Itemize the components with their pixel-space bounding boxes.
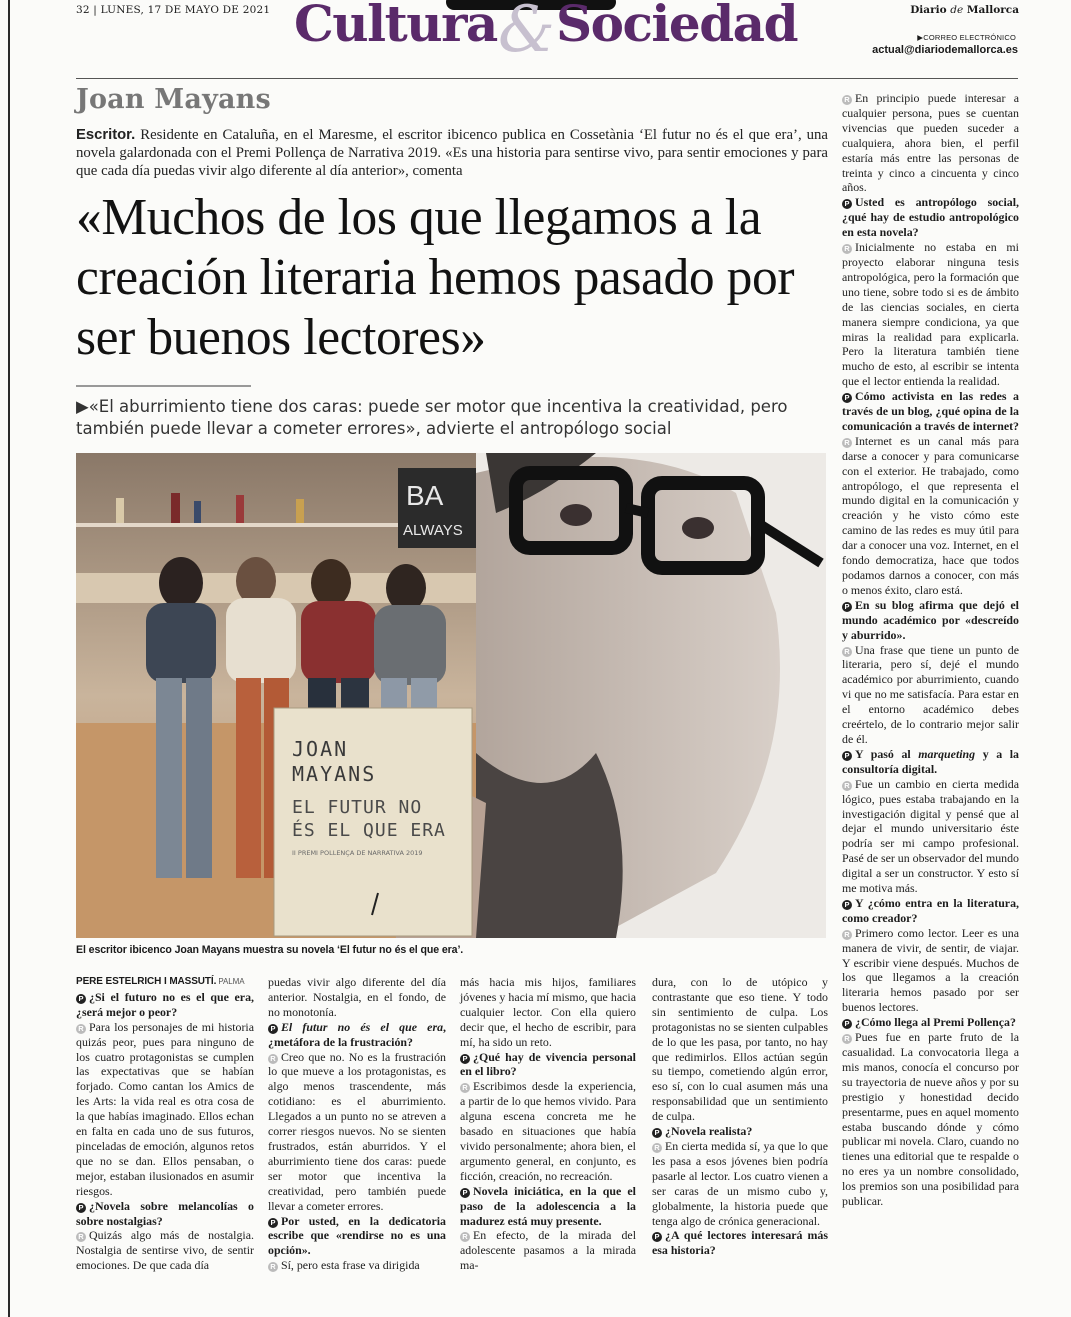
answer: R Para los personajes de mi historia quizás peor, pues para ninguno de los cuatro protagonistas se cumplen las expectativas que se habían forjado. Como cantan los Amics de les Arts: la vida real es otra cosa de la que habías imaginado. Ellos echan en falta en cada uno de sus futuros, pinceladas de emoción, algunos retos que no se dan. Ellos pensaban, o mejor, estaban ilusionados en asumir riesgos. [76,1019,254,1198]
question: P ¿Si el futuro no es el que era, ¿será mejor o peor? [76,989,254,1019]
answer: más hacia mis hijos, familiares jóvenes y hacia mí mismo, que hacia cualquier lector. Con ella quiero decir que, el hecho de escribir, para mí, ha sido un reto. [460,975,636,1049]
answer: R En principio puede interesar a cualquier persona, pues se cuentan vivencias que pueden suceder a cualquiera, ahora bien, el perfil estaría más entre las personas de treinta y cinco a cincuenta y cinco años. [842,91,1019,195]
photo-caption: El escritor ibicenco Joan Mayans muestra su novela ‘El futur no és el que era’. [76,944,464,956]
answer-marker-icon: R [842,95,852,105]
question-marker-icon: P [268,1218,278,1228]
answer: R Sí, pero esta frase va dirigida [268,1258,446,1273]
question-marker-icon: P [842,602,852,612]
book-title-line1: JOAN [292,737,349,761]
answer: R Fue un cambio en cierta medida lógico, pues estaba trabajando en la investigación digital y pensé que al dejar el mundo universitario éste podría ser mi campo profesional. Pasé de ser un observador del mundo digital a ser un constructor. Y esto sí me motiva más. [842,776,1019,896]
interviewee-name: Joan Mayans [76,84,271,115]
email-label: ▶CORREO ELECTRÓNICO [917,33,1016,42]
question-marker-icon: P [842,393,852,403]
answer-marker-icon: R [842,438,852,448]
answer-marker-icon: R [460,1232,470,1242]
text-column-2 [268,975,446,1273]
byline: PERE ESTELRICH I MASSUTÍ. PALMA [76,976,245,987]
answer: R Una frase que tiene un punto de literaria, pero sí, dejé el mundo académico por aburrimiento, cuando vi que no me satisfacía. Para estar en el entorno académico debes creértelo, de lo contrario mejor salir de él. [842,642,1019,746]
question-marker-icon: P [842,199,852,209]
question: P Por usted, en la dedicatoria escribe que «rendirse no es una opción». [268,1213,446,1258]
answer-marker-icon: R [76,1024,86,1034]
book-title-line4: ÉS EL QUE ERA [292,820,446,841]
chalkboard-subtext: ALWAYS [403,522,463,539]
answer-marker-icon: R [652,1143,662,1153]
question: P El futur no és el que era, ¿metáfora de la frustración? [268,1019,446,1049]
article-photo [76,453,826,938]
headline: «Muchos de los que llegamos a la creación literaria hemos pasado por ser buenos lectores» [76,189,795,366]
question: P Y pasó al marqueting y a la consultoría digital. [842,746,1019,776]
intro-lead: Escritor. [76,127,136,143]
question: P En su blog afirma que dejó el mundo académico por «descreído y aburrido». [842,597,1019,642]
newspaper-name: Diario de Mallorca [910,4,1019,16]
answer-marker-icon: R [842,930,852,940]
answer-marker-icon: R [842,244,852,254]
question-marker-icon: P [842,751,852,761]
answer-marker-icon: R [460,1083,470,1093]
answer: R Quizás algo más de nostalgia. Nostalgia de sentirse vivo, de sentir emociones. De que cada día [76,1228,254,1273]
question-marker-icon: P [652,1128,662,1138]
section-title [294,0,814,66]
question: P ¿Qué hay de vivencia personal en el libro? [460,1049,636,1079]
question: P ¿Novela sobre melancolías o sobre nostalgias? [76,1198,254,1228]
subhead-rule [76,385,251,387]
section-ampersand: & [498,0,555,67]
email-link[interactable]: actual@diariodemallorca.es [872,44,1018,56]
question: P Novela iniciática, en la que el paso de la adolescencia a la madurez está muy presente. [460,1183,636,1228]
answer: dura, con lo de utópico y contrastante que eso tiene. Y todo sin sentimiento de culpa. Los protagonistas no se sienten culpables de lo que les pasa, por tanto, no hay que redimirlos. Ellos actúan según su tiempo, cometiendo algún error, eso sí, con lo cual asumen más una responsabilidad que un sentimiento de culpa. [652,975,828,1124]
subheadline: ▶«El aburrimiento tiene dos caras: puede ser motor que incentiva la creatividad, pero también puede llevar a cometer errores», advierte el antropólogo social [76,397,788,438]
question-marker-icon: P [268,1024,278,1034]
answer: R En cierta medida sí, ya que lo que les pasa a esos jóvenes bien podría pasarle al lector. Los cuatro vienen a ser caras de un mismo cubo y, globalmente, la historia puede que tenga algo de crónica generacional. [652,1138,828,1228]
answer: R Inicialmente no estaba en mi proyecto elaborar ninguna tesis antropológica, pero la formación que uno tiene, sobre todo si es de ámbito de las ciencias sociales, en cierta manera siempre condiciona, ya que miras la realidad para explicarla. Pero la literatura también tiene mucho de esto, al escribir se intenta que el lector entienda la realidad. [842,240,1019,389]
answer: R En efecto, de la mirada del adolescente pasamos a la mirada ma- [460,1228,636,1273]
answer-marker-icon: R [268,1054,278,1064]
question: P ¿Novela realista? [652,1124,828,1139]
answer-marker-icon: R [268,1262,278,1272]
question: P ¿Cómo llega al Premi Pollença? [842,1015,1019,1030]
answer-marker-icon: R [842,1034,852,1044]
question-marker-icon: P [460,1054,470,1064]
question: P Usted es antropólogo social, ¿qué hay de estudio antropológico en esta novela? [842,195,1019,240]
answer: R Pues fue en parte fruto de la casualidad. La convocatoria llega a mis manos, conocía el concurso por su trayectoria de nueve años y por su prestigio y honestidad decido presentarme, pues en aquel momento estaba buscando dónde y cómo publicar mi novela. Claro, cuando no tienes una editorial que te respalde o no eres ya un nombre consolidado, los premios son una posibilidad para publicar. [842,1030,1019,1209]
text-column-1 [76,975,254,1273]
page-edge-rule [8,0,10,1317]
section-title-left: Cultura [294,0,497,53]
text-column-4 [652,975,828,1258]
question-marker-icon: P [460,1188,470,1198]
question: P Y ¿cómo entra en la literatura, como creador? [842,895,1019,925]
question-marker-icon: P [76,1203,86,1213]
answer: R Internet es un canal más para darse a conocer y para comunicarse con el exterior. He trabajado, como antropólogo, el que representa el mundo digital en la comunicación y creación y he visto cómo este camino de las redes es muy útil para dar a conocer una voz. Internet, en el fondo democratiza, hace que todos podamos darnos a conocer, con más o menos éxito, claro está. [842,433,1019,597]
text-column-3 [460,975,636,1273]
page-date: 32 | LUNES, 17 DE MAYO DE 2021 [76,4,271,16]
book-title-line3: EL FUTUR NO [292,797,423,818]
question: P ¿A qué lectores interesará más esa historia? [652,1228,828,1258]
book-award: II PREMI POLLENÇA DE NARRATIVA 2019 [292,849,423,857]
answer: R Primero como lector. Leer es una manera de vivir, de sentir, de viajar. Y escribir viene después. Muchos de los que llegamos a la creación literaria hemos pasado por ser buenos lectores. [842,925,1019,1015]
section-title-right: Sociedad [556,0,798,53]
answer-marker-icon: R [76,1232,86,1242]
answer: R Creo que no. No es la frustración lo que mueve a los protagonistas, es algo menos trascendente, más cotidiano: es el aburrimiento. Llegados a un punto no se atreven a correr riesgos nuevos. No se sienten frustrados, están aburridos. Y el aburrimiento tiene dos caras: puede ser motor que incentiva la creatividad, pero también puede llevar a cometer errores. [268,1049,446,1213]
photo-illustration [76,453,826,938]
answer: puedas vivir algo diferente del día anterior. Nostalgia, en el fondo, de no monotonía. [268,975,446,1019]
question-marker-icon: P [652,1232,662,1242]
chalkboard-text: BA [406,480,444,511]
question-marker-icon: P [76,994,86,1004]
intro-paragraph: Escritor. Residente en Cataluña, en el Maresme, el escritor ibicenco publica en Cossetània ‘El futur no és el que era’, una novela galardonada con el Premi Pollença de Narrativa 2019. «Es una historia para sentirse vivo, para sentir emociones y para que cada día puedas vivir algo diferente al día anterior», comenta [76,127,828,179]
question: P Cómo activista en las redes a través de un blog, ¿qué opina de la comunicación a través de internet? [842,389,1020,433]
answer: R Escribimos desde la experiencia, a partir de lo que hemos vivido. Para alguna escena concreta me he basado en situaciones que había vivido personalmente; ahora bien, el argumento general, en conjunto, es ficción, creación, no recreación. [460,1079,636,1183]
question-marker-icon: P [842,900,852,910]
text-column-5 [842,91,1019,1209]
question-marker-icon: P [842,1019,852,1029]
answer-marker-icon: R [842,781,852,791]
header-rule [76,78,1018,79]
answer-marker-icon: R [842,647,852,657]
book-title-line2: MAYANS [292,762,377,786]
